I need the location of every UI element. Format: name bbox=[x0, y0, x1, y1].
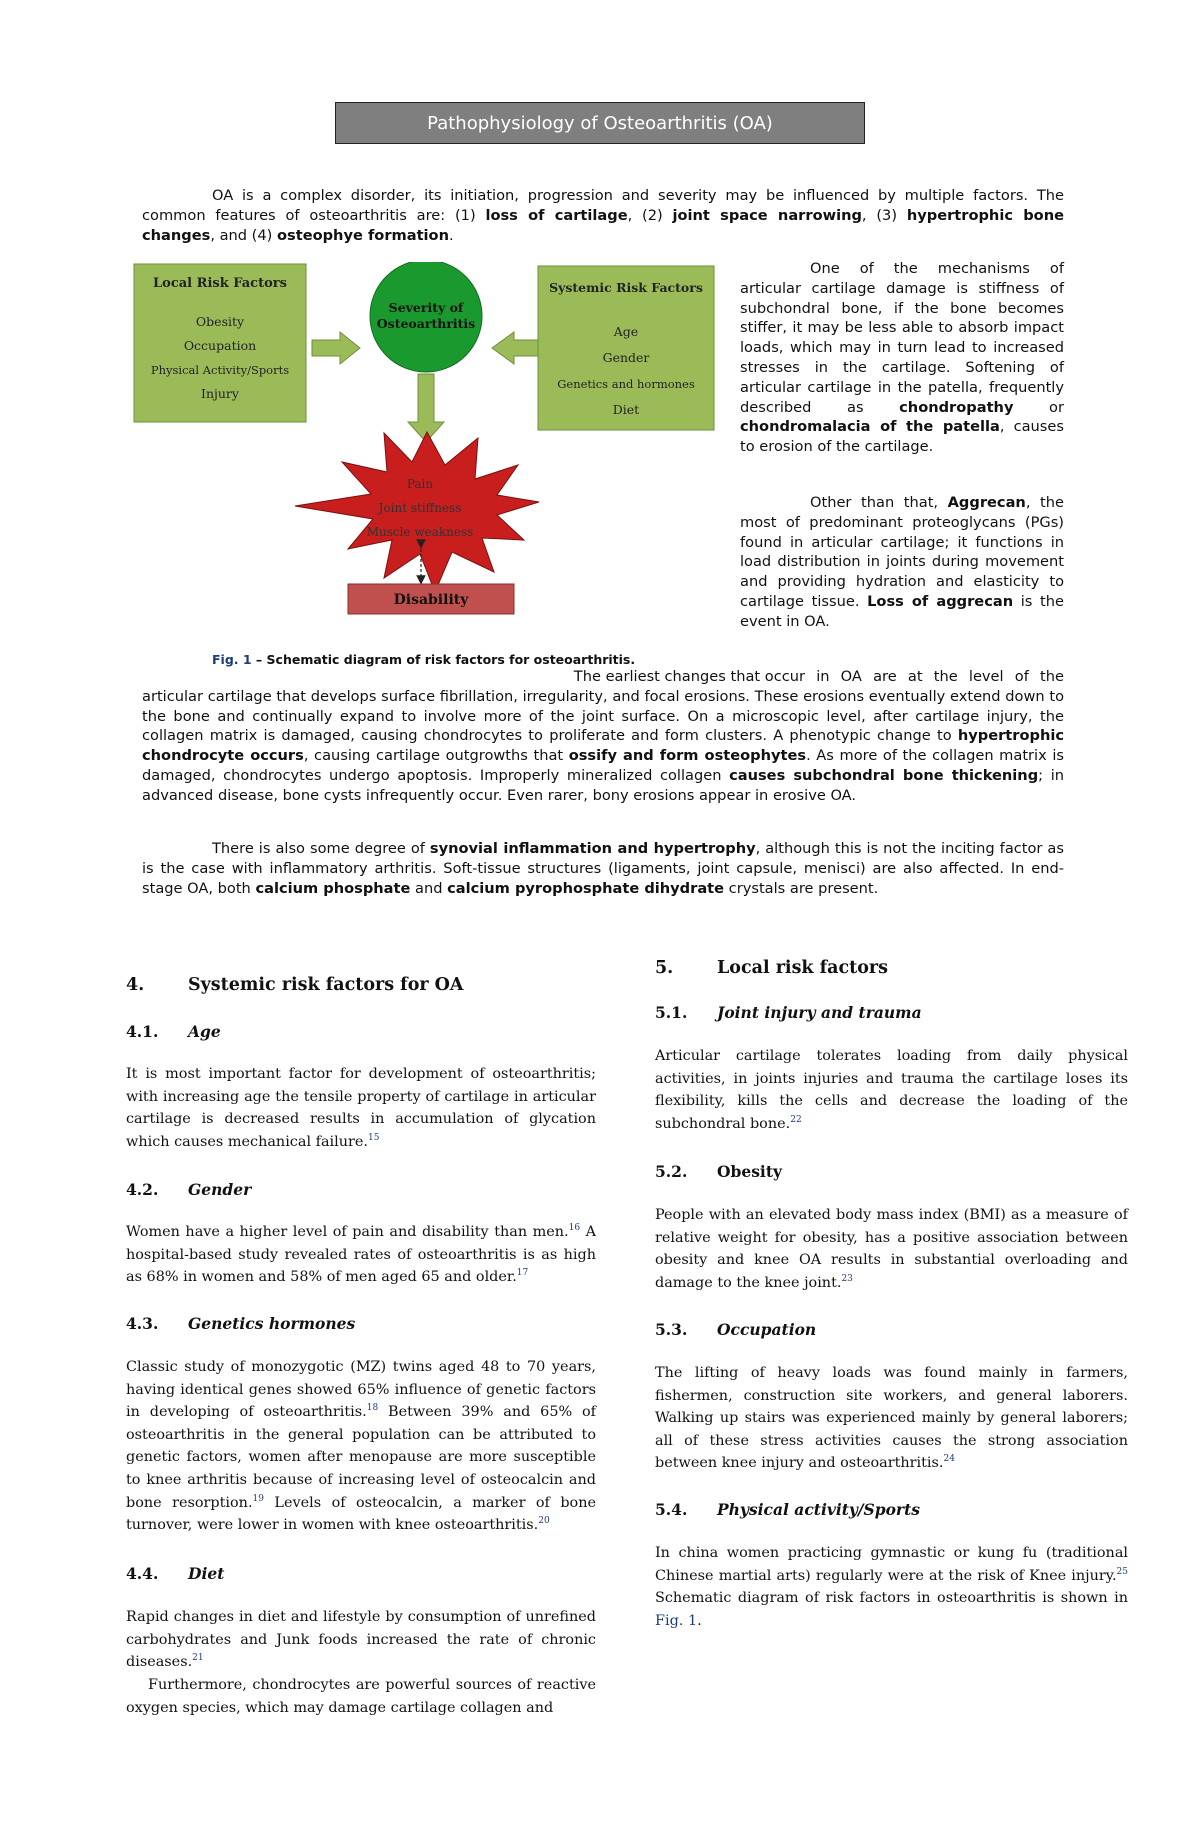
side-paragraph-aggrecan: Other than that, Aggrecan, the most of predominant proteoglycans (PGs) found in articular cartilage; it functions in load distribution in joints during movement and providing hydration and elasticity to cartilage tissue. Loss of aggrecan is the event in OA. bbox=[740, 494, 1064, 630]
occupation-paragraph: The lifting of heavy loads was found mainly in farmers, fishermen, construction site workers, and general laborers. Walking up stairs was experienced mainly by general laborers; all of these stress activities causes the strong association between knee injury and osteoarthritis.$^{24}$ bbox=[655, 1365, 1128, 1472]
page-title: Pathophysiology of Osteoarthritis (OA) bbox=[335, 102, 865, 144]
local-item: Occupation bbox=[183, 338, 257, 353]
risk-factor-diagram bbox=[130, 262, 720, 642]
section-4-heading: 4. Systemic risk factors for OA bbox=[126, 975, 464, 995]
systemic-item: Genetics and hormones bbox=[557, 377, 695, 391]
synovial-paragraph: There is also some degree of synovial inflammation and hypertrophy, although this is not the inciting factor as is the case with inflammatory arthritis. Soft-tissue structures (ligaments, joint capsule, menisci) are also affected. In end-stage OA, both calcium phosphate and calcium pyrophosphate dihydrate crystals are present. bbox=[142, 840, 1064, 897]
section-4-2-heading: 4.2. Gender bbox=[126, 1180, 252, 1199]
systemic-item: Gender bbox=[602, 350, 650, 365]
section-5-1-heading: 5.1. Joint injury and trauma bbox=[655, 1003, 922, 1022]
intro-paragraph: OA is a complex disorder, its initiation, progression and severity may be influenced by multiple factors. The common features of osteoarthritis are: (1) loss of cartilage, (2) joint space narrowing, (3) hypertrophic bone changes, and (4) osteophye formation. bbox=[142, 187, 1064, 244]
earliest-changes-paragraph: The earliest changes that occur in OA are at the level of the articular cartilage that develops surface fibrillation, irregularity, and focal erosions. These erosions eventually extend down to the bone and continually expand to involve more of the joint surface. On a microscopic level, after cartilage injury, the collagen matrix is damaged, causing chondrocytes to proliferate and form clusters. A phenotypic change to hypertrophic chondrocyte occurs, causing cartilage outgrowths that ossify and form osteophytes. As more of the collagen matrix is damaged, chondrocytes undergo apoptosis. Improperly mineralized collagen causes subchondral bone thickening; in advanced disease, bone cysts infrequently occur. Even rarer, bony erosions appear in erosive OA. bbox=[142, 668, 1065, 804]
arrow-down-to-symptoms bbox=[408, 374, 444, 442]
systemic-item: Age bbox=[613, 324, 639, 339]
systemic-item: Diet bbox=[612, 402, 640, 417]
symptom-label: Muscle weakness bbox=[366, 525, 474, 539]
symptom-label: Joint stiffness bbox=[378, 501, 462, 515]
disability-label: Disability bbox=[393, 592, 469, 608]
age-paragraph: It is most important factor for development of osteoarthritis; with increasing age the tensile property of cartilage in articular cartilage is decreased results in accumulation of glycation which causes mechanical failure.$^{15}$ bbox=[126, 1066, 596, 1150]
side-paragraph-mechanisms: One of the mechanisms of articular cartilage damage is stiffness of subchondral bone, if the bone becomes stiffer, it may be less able to absorb impact loads, which may in turn lead to increased stresses in the cartilage. Softening of articular cartilage in the patella, frequently described as chondropathy or chondromalacia of the patella, causes to erosion of the cartilage. bbox=[740, 260, 1064, 456]
section-4-4-heading: 4.4. Diet bbox=[126, 1564, 225, 1583]
symptom-label: Pain bbox=[406, 477, 434, 491]
local-item: Physical Activity/Sports bbox=[150, 363, 290, 377]
physical-activity-paragraph: In china women practicing gymnastic or kung fu (traditional Chinese martial arts) regularly were at the risk of Knee injury.$^{25}$ Schematic diagram of risk factors in osteoarthritis is shown in Fig. 1. bbox=[655, 1545, 1128, 1629]
arrow-left-to-center bbox=[312, 332, 360, 364]
severity-label: Severity of bbox=[388, 300, 464, 315]
section-4-1-heading: 4.1. Age bbox=[126, 1022, 221, 1041]
gender-paragraph: Women have a higher level of pain and disability than men.$^{16}$ A hospital-based study revealed rates of osteoarthritis is as high as 68% in women and 58% of men aged 65 and older.$^{17}$ bbox=[126, 1223, 597, 1286]
obesity-paragraph: People with an elevated body mass index (BMI) as a measure of relative weight for obesity, has a positive association between obesity and knee OA results in substantial overloading and damage to the knee joint.$^{23}$ bbox=[655, 1207, 1128, 1291]
section-5-3-heading: 5.3. Occupation bbox=[655, 1320, 817, 1339]
local-item: Obesity bbox=[195, 314, 245, 329]
severity-label: Osteoarthritis bbox=[376, 316, 476, 331]
arrow-right-to-center bbox=[492, 332, 544, 364]
section-5-heading: 5. Local risk factors bbox=[655, 958, 889, 978]
section-5-2-heading: 5.2. Obesity bbox=[655, 1162, 782, 1181]
systemic-risk-title: Systemic Risk Factors bbox=[549, 280, 703, 295]
diet-paragraph-continued: Furthermore, chondrocytes are powerful sources of reactive oxygen species, which may damage cartilage collagen and bbox=[126, 1677, 596, 1716]
figure-caption: Fig. 1 – Schematic diagram of risk factors for osteoarthritis. bbox=[212, 652, 636, 667]
diet-paragraph: Rapid changes in diet and lifestyle by consumption of unrefined carbohydrates and Junk foods increased the rate of chronic diseases.$^{21}$ bbox=[126, 1609, 596, 1671]
local-item: Injury bbox=[201, 386, 239, 401]
figure-link[interactable]: Fig. 1 bbox=[655, 1612, 698, 1629]
section-4-3-heading: 4.3. Genetics hormones bbox=[126, 1314, 356, 1333]
genetics-paragraph: Classic study of monozygotic (MZ) twins aged 48 to 70 years, having identical genes showed 65% influence of genetic factors in developing of osteoarthritis.$^{18}$ Between 39% and 65% of osteoarthritis in the general population can be attributed to genetic factors, women after menopause are more susceptible to knee arthritis because of increasing level of osteocalcin and bone resorption.$^{19}$ Levels of osteocalcin, a marker of bone turnover, were lower in women with knee osteoarthritis.$^{20}$ bbox=[126, 1359, 596, 1534]
local-risk-title: Local Risk Factors bbox=[153, 276, 287, 291]
joint-injury-paragraph: Articular cartilage tolerates loading from daily physical activities, in joints injuries and trauma the cartilage loses its flexibility, kills the cells and decrease the loading of the subchondral bone.$^{22}$ bbox=[655, 1048, 1128, 1132]
section-5-4-heading: 5.4. Physical activity/Sports bbox=[655, 1500, 920, 1519]
